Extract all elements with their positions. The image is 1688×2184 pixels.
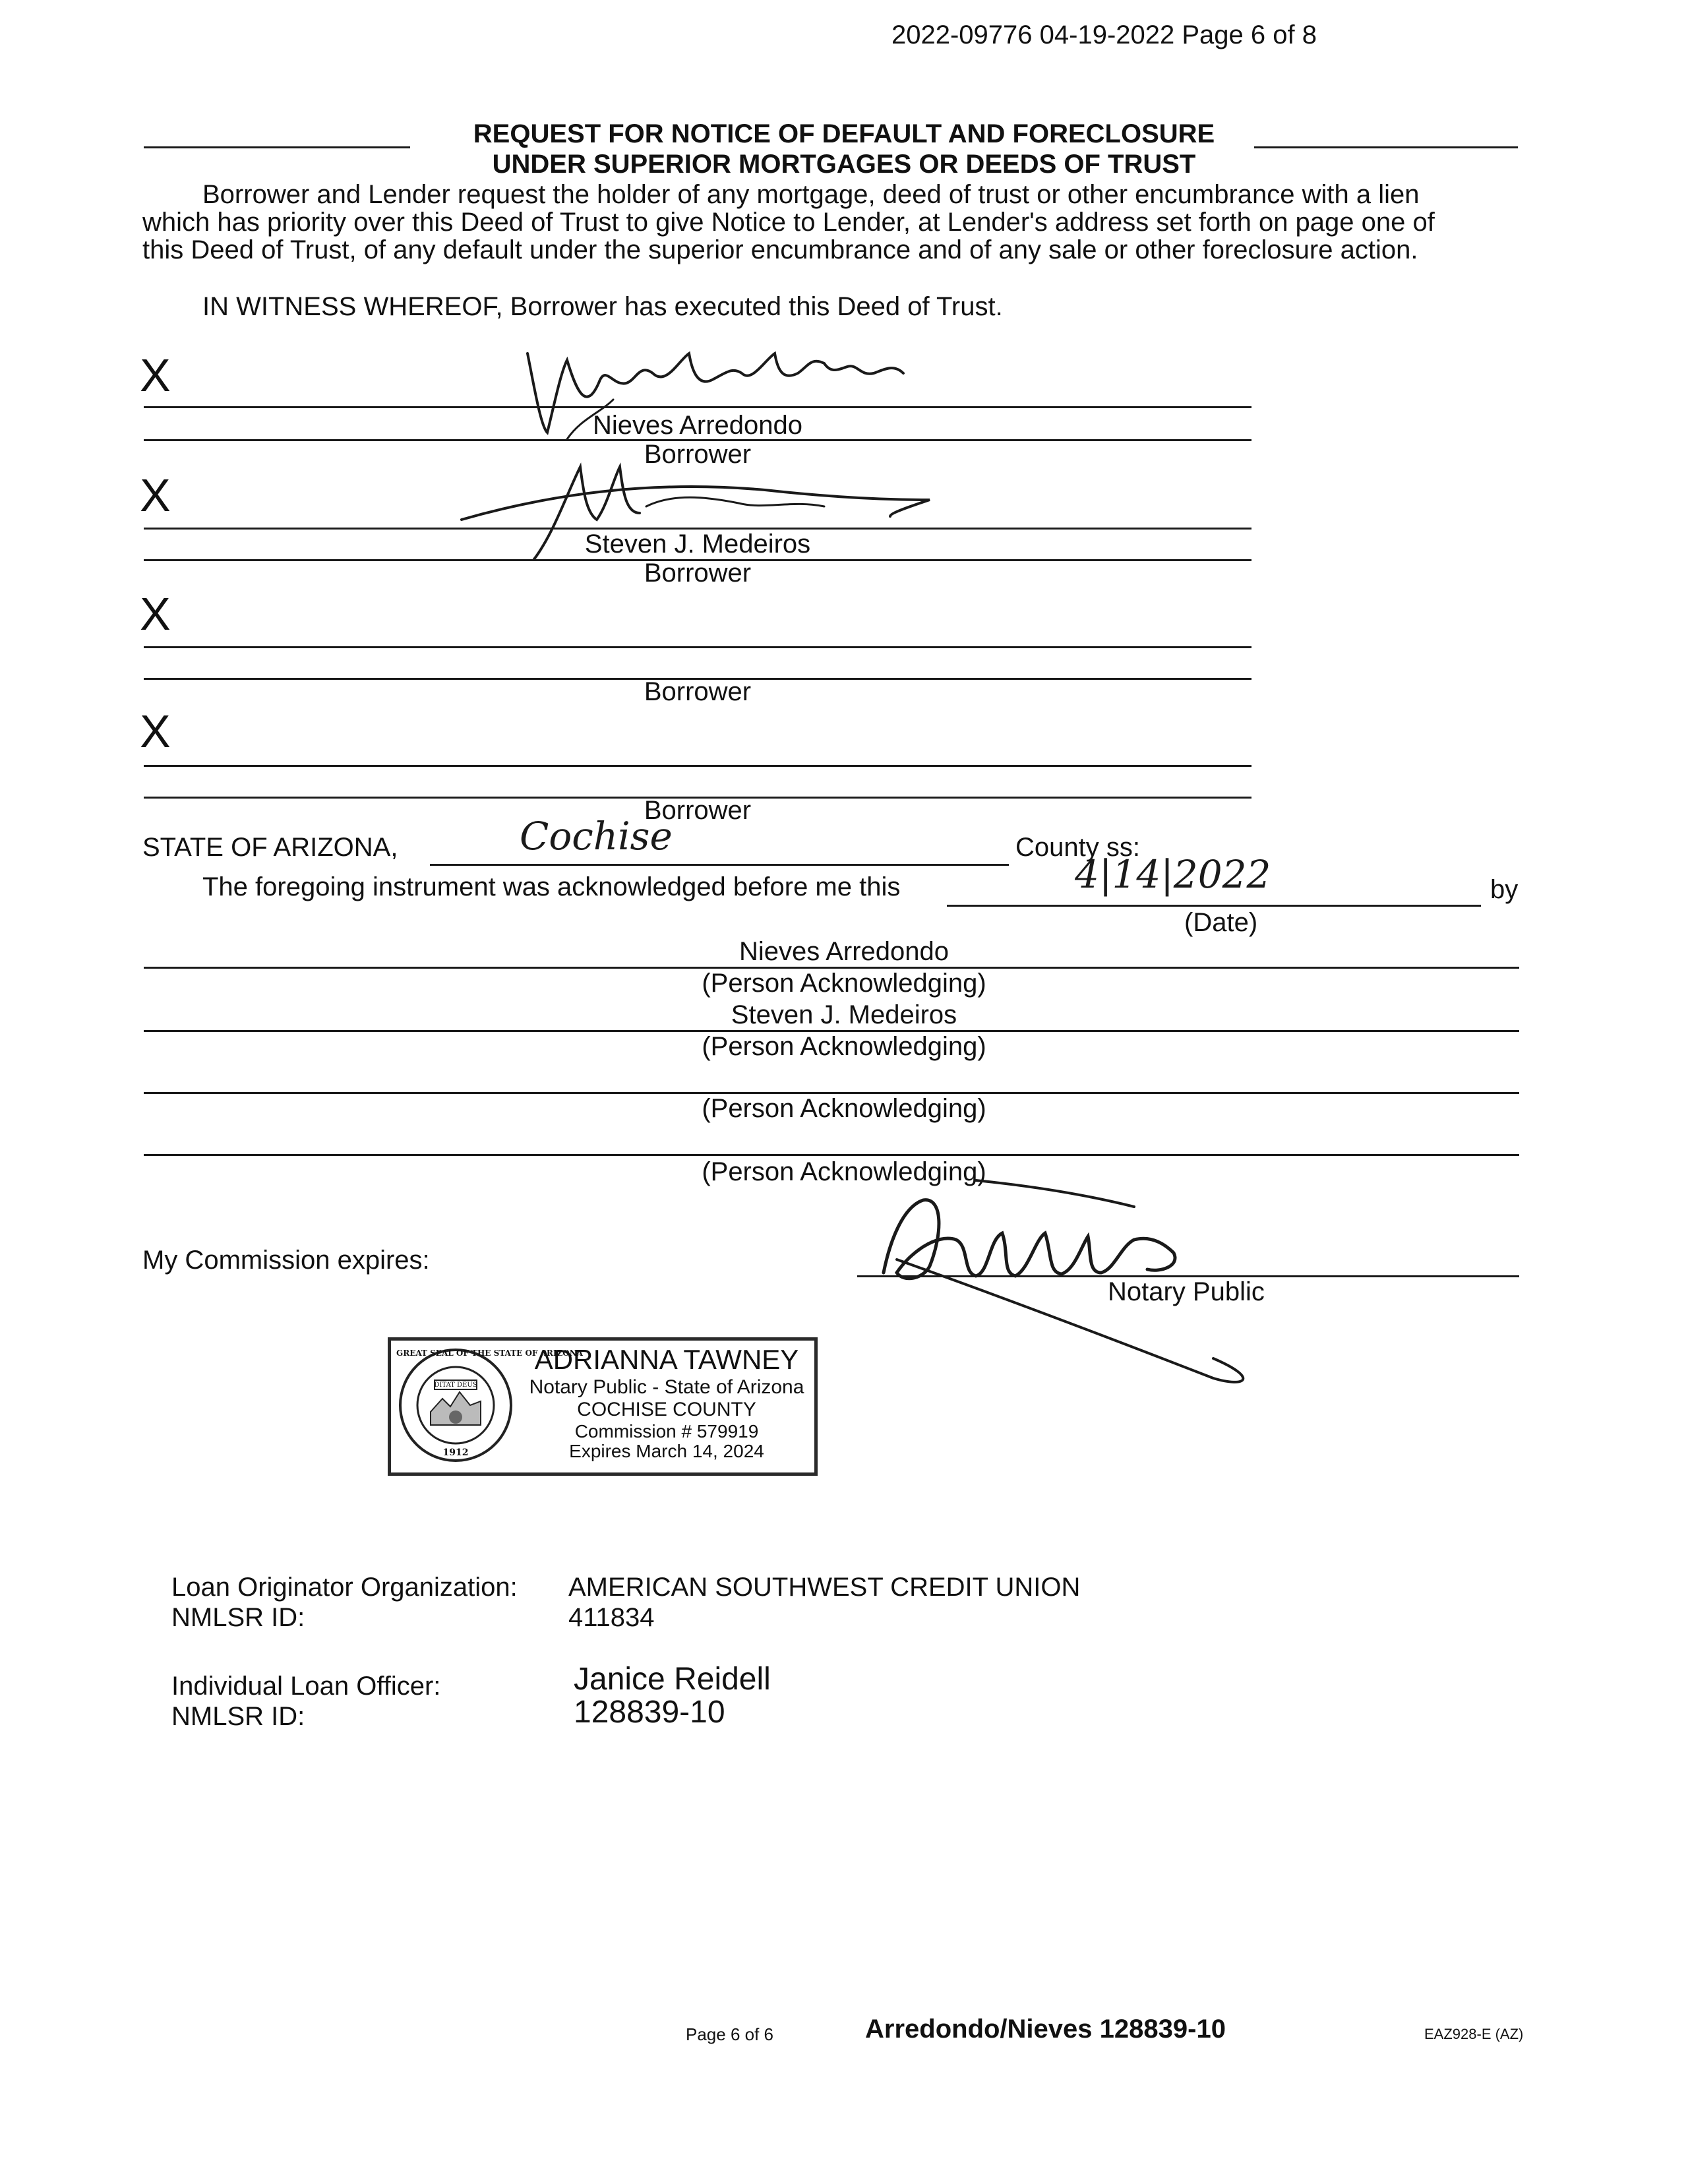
commission-expires-label: My Commission expires: <box>142 1246 430 1275</box>
notary-title: Notary Public - State of Arizona <box>529 1376 804 1398</box>
seal-ring-text: GREAT SEAL OF THE STATE OF ARIZONA DITAT DEUS 1912 <box>396 1349 583 1458</box>
signature-line <box>144 765 1251 767</box>
person-name: Nieves Arredondo <box>739 937 949 966</box>
org-nmlsr-value: 411834 <box>568 1603 655 1632</box>
county-line <box>430 864 1009 866</box>
loan-officer-label: Individual Loan Officer: <box>171 1672 441 1701</box>
person-line <box>144 1154 1519 1156</box>
notary-commission-number: Commission # 579919 <box>574 1421 759 1441</box>
notary-county: COCHISE COUNTY <box>577 1399 756 1420</box>
person-caption: (Person Acknowledging) <box>702 1094 986 1123</box>
person-caption: (Person Acknowledging) <box>702 1032 986 1061</box>
notary-name: ADRIANNA TAWNEY <box>534 1344 799 1375</box>
org-nmlsr-label: NMLSR ID: <box>171 1603 305 1632</box>
date-caption: (Date) <box>1184 908 1258 937</box>
signer-role: Borrower <box>644 559 752 588</box>
footer-loan-reference: Arredondo/Nieves 128839-10 <box>865 2015 1226 2044</box>
seal-motto: DITAT DEUS <box>434 1381 477 1389</box>
signer-name: Steven J. Medeiros <box>584 530 811 559</box>
county-label: County ss: <box>1015 833 1140 862</box>
date-handwritten: 4|14|2022 <box>1075 852 1271 897</box>
signature-line <box>144 646 1251 648</box>
footer-form-code: EAZ928-E (AZ) <box>1424 2026 1524 2042</box>
paragraph-line-1: Borrower and Lender request the holder of any mortgage, deed of trust or other encumbrance with a lien <box>202 180 1420 209</box>
acknowledged-statement: The foregoing instrument was acknowledged before me this <box>202 872 901 901</box>
officer-nmlsr-label: NMLSR ID: <box>171 1702 305 1731</box>
notary-signature <box>791 1161 1292 1398</box>
notary-public-label: Notary Public <box>1108 1277 1265 1306</box>
signature-x-mark: X <box>140 706 171 757</box>
person-name: Steven J. Medeiros <box>731 1000 957 1029</box>
county-handwritten: Cochise <box>520 814 673 859</box>
signature-x-mark: X <box>140 588 171 640</box>
loan-originator-org-value: AMERICAN SOUTHWEST CREDIT UNION <box>568 1573 1081 1602</box>
title-line-1: REQUEST FOR NOTICE OF DEFAULT AND FORECLOSURE <box>473 119 1215 148</box>
by-label: by <box>1490 875 1519 904</box>
title-line-2: UNDER SUPERIOR MORTGAGES OR DEEDS OF TRUST <box>492 150 1196 179</box>
paragraph-line-2: which has priority over this Deed of Trust to give Notice to Lender, at Lender's address set forth on page one of <box>142 208 1435 237</box>
recording-stamp: 2022-09776 04-19-2022 Page 6 of 8 <box>891 20 1317 49</box>
signature-x-mark: X <box>140 470 171 521</box>
officer-nmlsr-value: 128839-10 <box>574 1695 725 1730</box>
paragraph-line-3: this Deed of Trust, of any default under the superior encumbrance and of any sale or other foreclosure action. <box>142 235 1418 264</box>
person-caption: (Person Acknowledging) <box>702 1157 986 1186</box>
signer-name: Nieves Arredondo <box>593 411 802 440</box>
signer-role: Borrower <box>644 677 752 706</box>
signer-role: Borrower <box>644 440 752 469</box>
loan-officer-value: Janice Reidell <box>574 1662 771 1697</box>
person-caption: (Person Acknowledging) <box>702 969 986 998</box>
notary-seal-stamp <box>388 1337 818 1476</box>
witness-statement: IN WITNESS WHEREOF, Borrower has executed this Deed of Trust. <box>202 292 1003 321</box>
signature-x-mark: X <box>140 349 171 401</box>
footer-page-number: Page 6 of 6 <box>686 2024 773 2044</box>
signer-role: Borrower <box>644 796 752 825</box>
notary-commission-expiry: Expires March 14, 2024 <box>569 1441 764 1461</box>
loan-originator-org-label: Loan Originator Organization: <box>171 1573 518 1602</box>
date-line <box>947 905 1481 907</box>
seal-year: 1912 <box>442 1447 469 1458</box>
state-label: STATE OF ARIZONA, <box>142 833 398 862</box>
